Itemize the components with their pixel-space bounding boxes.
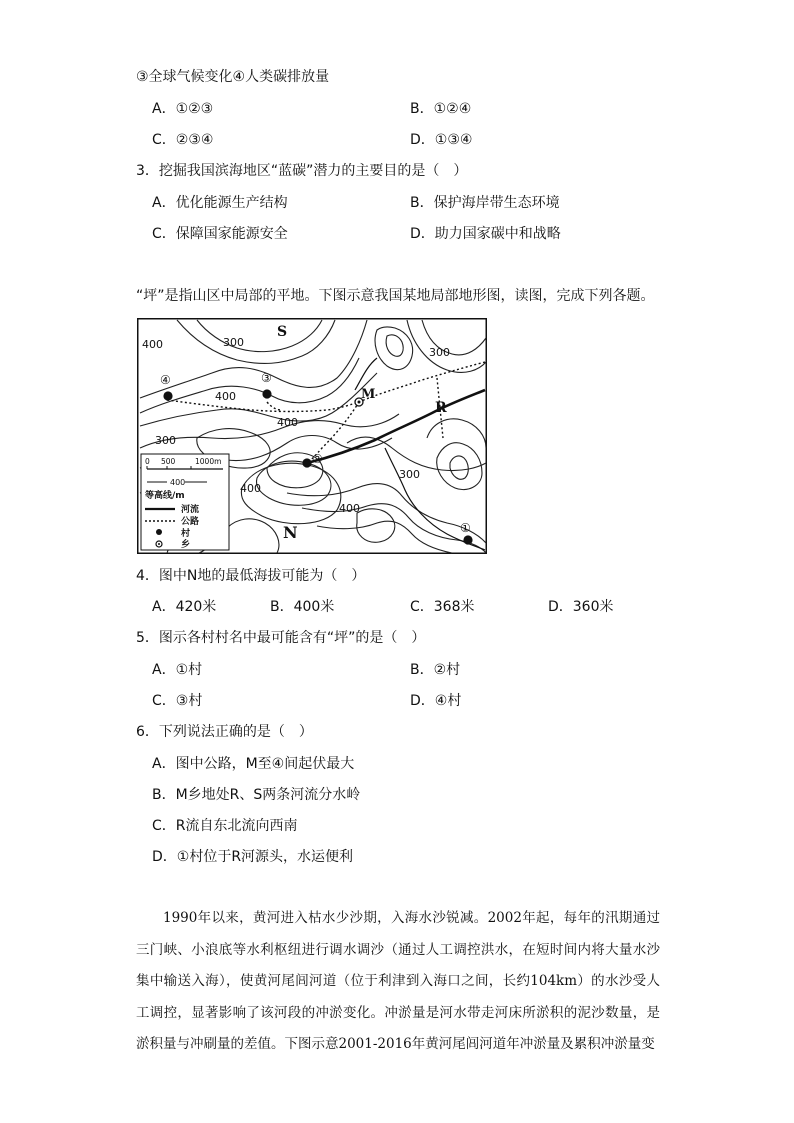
contour-label: 400 [215,390,236,403]
legend-village-text: 村 [181,529,191,539]
contour-label: 400 [339,502,360,515]
q6-option-c: C．R流自东北流向西南 [152,818,298,834]
q3-option-b: B．保护海岸带生态环境 [410,195,560,211]
village-label-4: ④ [160,373,171,387]
q6-stem: 6．下列说法正确的是（ ） [136,724,313,740]
village-label-3: ③ [261,371,272,385]
scale-tick-500: 500 [161,457,176,466]
q2-option-b: B．①②④ [410,101,472,117]
yellow-river-passage: 1990年以来，黄河进入枯水少沙期，入海水沙锐减。2002年起，每年的汛期通过三门峡、小浪底等水利枢纽进行调水调沙（通过人工调控洪水，在短时间内将大量水沙集中输送入海），使黄河尾闾河道（位于利津到入海口之间，长约104km）的水沙受人工调控，显著影响了该河段的冲淤变化。冲淤量是河水带走河床所淤积的泥沙数量，是淤积量与冲刷量的差值。下图示意2001-2016年黄河尾闾河道年冲淤量及累积冲淤量变 [136,910,660,1052]
contour-label: 300 [223,336,244,349]
label-r: R [435,400,447,416]
legend-contour-text: 等高线/m [145,491,185,501]
village-dot [463,535,472,544]
q4-option-b: B．400米 [270,599,335,615]
label-s: S [277,324,288,340]
q4-stem: 4．图中N地的最低海拔可能为（ ） [136,568,366,584]
village-label-1: ① [460,521,471,535]
q2-option-c: C．②③④ [152,132,214,148]
topographic-map [137,318,487,554]
q3-stem: 3．挖掘我国滨海地区“蓝碳”潜力的主要目的是（ ） [136,163,468,179]
q6-option-a: A．图中公路，M至④间起伏最大 [152,756,355,772]
village-label-2: ② [312,452,323,466]
q3-option-c: C．保障国家能源安全 [152,226,288,242]
q5-stem: 5．图示各村村名中最可能含有“坪”的是（ ） [136,630,426,646]
q5-option-a: A．①村 [152,662,203,678]
q5-option-b: B．②村 [410,662,461,678]
q4-option-a: A．420米 [152,599,217,615]
q2-option-a: A．①②③ [152,101,214,117]
contour-label: 300 [429,346,450,359]
scale-tick-0: 0 [145,457,150,466]
contour-label: 400 [277,416,298,429]
q3-option-a: A．优化能源生产结构 [152,195,288,211]
q2-stem-tail: ③全球气候变化④人类碳排放量 [136,69,330,85]
scale-tick-1000: 1000m [195,457,222,466]
legend-river-text: 河流 [181,505,200,515]
label-n: N [283,523,298,542]
legend-road-text: 公路 [181,517,200,527]
contour-label: 300 [399,468,420,481]
q5-option-c: C．③村 [152,693,203,709]
label-m: M [361,387,376,402]
q6-option-d: D．①村位于R河源头，水运便利 [152,849,354,865]
contour-label: 300 [155,434,176,447]
q5-option-d: D．④村 [410,693,462,709]
q6-option-b: B．M乡地处R、S两条河流分水岭 [152,787,361,803]
village-dot [163,391,172,400]
contour-label: 400 [142,338,163,351]
q3-option-d: D．助力国家碳中和战略 [410,226,561,242]
q4-option-d: D．360米 [548,599,614,615]
map-legend [141,454,229,550]
q4-option-c: C．368米 [410,599,475,615]
contour-label: 400 [240,482,261,495]
q2-option-d: D．①③④ [410,132,473,148]
village-dot [262,389,271,398]
legend-contour-value: 400 [170,478,186,487]
village-dot [302,458,311,467]
legend-village-icon [156,529,162,535]
legend-town-text: 乡 [181,540,191,550]
map-intro: “坪”是指山区中局部的平地。下图示意我国某地局部地形图，读图，完成下列各题。 [136,288,655,304]
